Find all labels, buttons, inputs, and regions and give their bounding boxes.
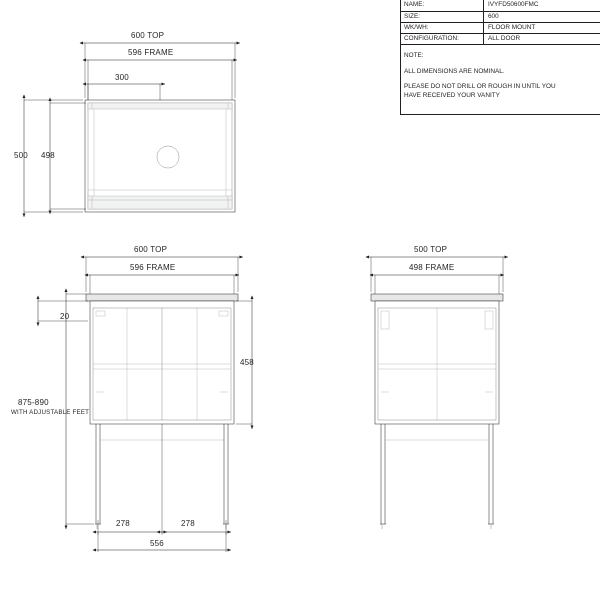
dim-label-side-498-frame: 498 FRAME bbox=[409, 263, 455, 272]
spec-key-size: SIZE: bbox=[404, 12, 420, 20]
spec-value-name: IVYFD50600FMC bbox=[483, 0, 600, 11]
dim-label-front-height-note: WITH ADJUSTABLE FEET bbox=[11, 409, 90, 416]
front-elevation bbox=[38, 257, 252, 552]
dim-label-top-498: 498 bbox=[41, 151, 55, 160]
dim-label-front-458: 458 bbox=[240, 358, 254, 367]
dim-label-top-596-frame: 596 FRAME bbox=[128, 48, 174, 57]
dim-label-front-height: 875-890 bbox=[18, 398, 49, 407]
spec-key-wkwh: WK/WH: bbox=[404, 23, 429, 31]
spec-key-name: NAME: bbox=[404, 1, 425, 9]
dim-label-front-556: 556 bbox=[150, 539, 164, 548]
dim-label-front-278-left: 278 bbox=[116, 519, 130, 528]
spec-value-size: 600 bbox=[483, 12, 600, 22]
spec-value-configuration: ALL DOOR bbox=[483, 34, 600, 44]
spec-value-wkwh: FLOOR MOUNT bbox=[483, 23, 600, 33]
dim-label-side-500: 500 TOP bbox=[414, 245, 448, 254]
dim-label-top-300: 300 bbox=[115, 73, 129, 82]
dim-label-top-600: 600 TOP bbox=[131, 31, 165, 40]
spec-key-configuration: CONFIGURATION: bbox=[404, 34, 459, 42]
dim-label-front-278-right: 278 bbox=[181, 519, 195, 528]
dim-label-top-500: 500 bbox=[14, 151, 28, 160]
top-view-plan bbox=[24, 43, 240, 217]
side-elevation bbox=[366, 257, 508, 529]
note-heading: NOTE: bbox=[404, 52, 424, 59]
note-dimensions: ALL DIMENSIONS ARE NOMINAL. bbox=[404, 67, 505, 75]
note-drill-2: HAVE RECEIVED YOUR VANITY bbox=[404, 91, 500, 99]
dim-label-front-20: 20 bbox=[60, 312, 70, 321]
note-drill-1: PLEASE DO NOT DRILL OR ROUGH IN UNTIL YOU bbox=[404, 83, 556, 91]
dim-label-front-596-frame: 596 FRAME bbox=[130, 263, 176, 272]
dim-label-front-600: 600 TOP bbox=[134, 245, 168, 254]
